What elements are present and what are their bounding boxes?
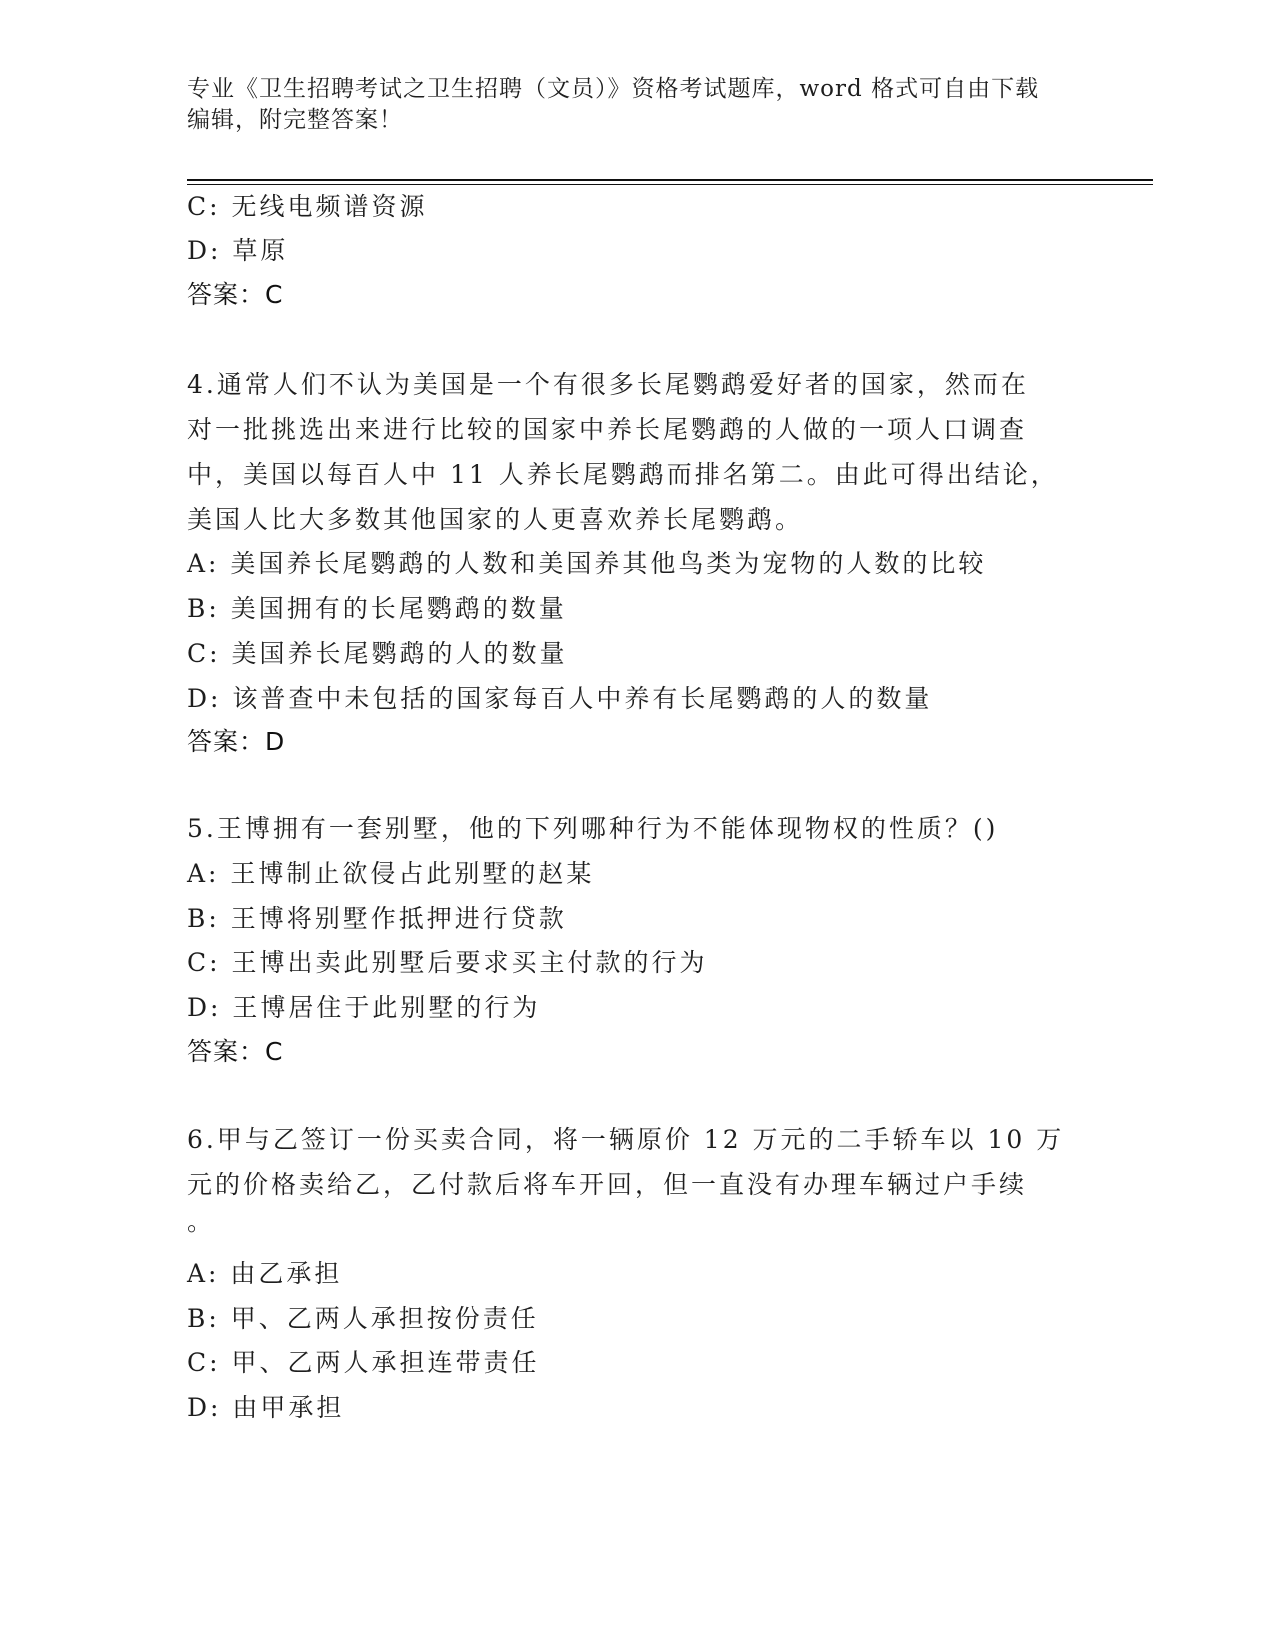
q4-stem-line-4: 美国人比大多数其他国家的人更喜欢养长尾鹦鹉。 <box>187 505 804 534</box>
q6-stem-line-2: 元的价格卖给乙，乙付款后将车开回，但一直没有办理车辆过户手续 <box>187 1170 1028 1199</box>
q5-option-b: B: 王博将别墅作抵押进行贷款 <box>187 904 567 933</box>
q6-option-c: C: 甲、乙两人承担连带责任 <box>187 1348 540 1377</box>
q5-option-c: C: 王博出卖此别墅后要求买主付款的行为 <box>187 948 708 977</box>
q6-stem-line-1: 6.甲与乙签订一份买卖合同，将一辆原价 12 万元的二手轿车以 10 万 <box>187 1125 1065 1154</box>
q4-option-d: D: 该普查中未包括的国家每百人中养有长尾鹦鹉的人的数量 <box>187 684 933 713</box>
header-divider-thin <box>187 184 1153 185</box>
header-line-2: 编辑，附完整答案！ <box>187 107 403 133</box>
q3-option-c: C: 无线电频谱资源 <box>187 192 428 221</box>
q3-answer: 答案：C <box>187 280 284 309</box>
q5-option-a: A: 王博制止欲侵占此别墅的赵某 <box>187 859 595 888</box>
q5-answer: 答案：C <box>187 1037 284 1066</box>
header-divider-thick <box>187 179 1153 181</box>
q4-stem-line-3: 中，美国以每百人中 11 人养长尾鹦鹉而排名第二。由此可得出结论， <box>187 460 1059 489</box>
q3-option-d: D: 草原 <box>187 236 289 265</box>
q4-option-c: C: 美国养长尾鹦鹉的人的数量 <box>187 639 568 668</box>
q4-stem-line-2: 对一批挑选出来进行比较的国家中养长尾鹦鹉的人做的一项人口调查 <box>187 415 1028 444</box>
q6-option-b: B: 甲、乙两人承担按份责任 <box>187 1304 539 1333</box>
header-line-1: 专业《卫生招聘考试之卫生招聘（文员）》资格考试题库，word 格式可自由下载 <box>187 76 1040 102</box>
q4-option-b: B: 美国拥有的长尾鹦鹉的数量 <box>187 594 567 623</box>
q6-option-d: D: 由甲承担 <box>187 1393 345 1422</box>
document-header <box>187 74 1087 136</box>
q4-option-a: A: 美国养长尾鹦鹉的人数和美国养其他鸟类为宠物的人数的比较 <box>187 549 987 578</box>
q5-option-d: D: 王博居住于此别墅的行为 <box>187 993 541 1022</box>
q4-answer: 答案：D <box>187 727 286 756</box>
q6-option-a: A: 由乙承担 <box>187 1259 343 1288</box>
q5-stem: 5.王博拥有一套别墅，他的下列哪种行为不能体现物权的性质？() <box>187 814 999 843</box>
q6-stem-line-3: 。 <box>187 1207 216 1236</box>
q4-stem-line-1: 4.通常人们不认为美国是一个有很多长尾鹦鹉爱好者的国家，然而在 <box>187 370 1029 399</box>
